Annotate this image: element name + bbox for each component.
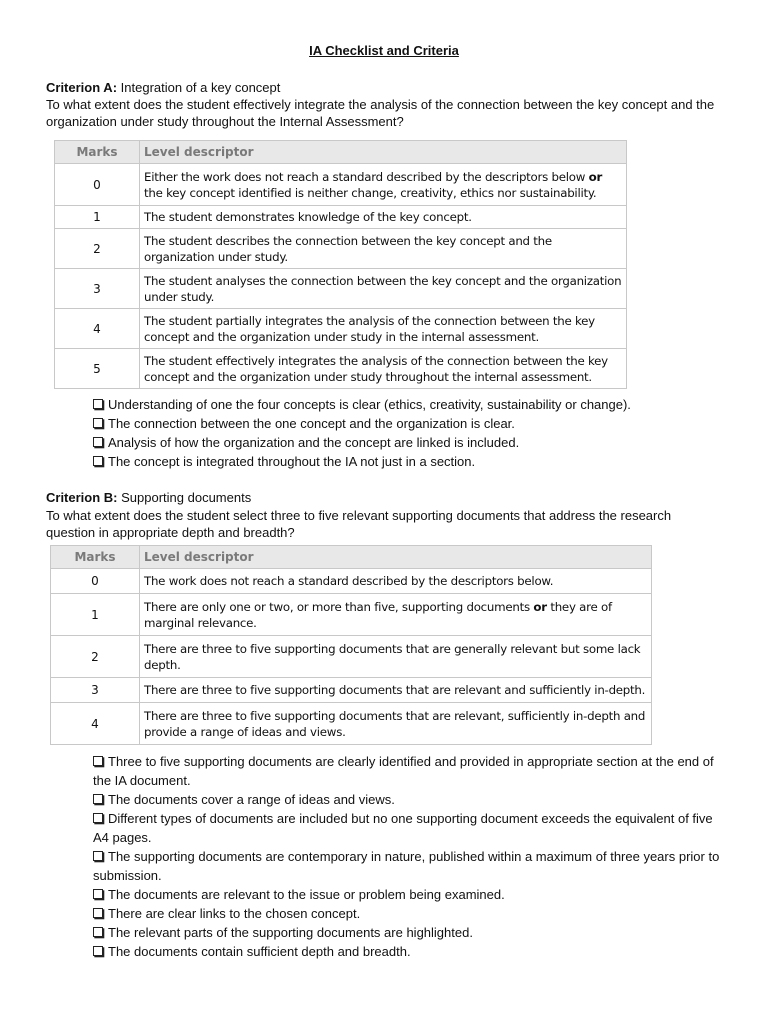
table-row: [51, 703, 652, 745]
checklist-item: Three to five supporting documents are clearly identified and provided in appropriate section at the end of the IA document.: [93, 754, 714, 788]
criterion-a-name: Integration of a key concept: [120, 80, 281, 95]
descriptor-cell: The student partially integrates the analysis of the connection between the key concept and the organization under study in the internal assessment.: [140, 309, 627, 349]
checklist-item: The documents contain sufficient depth and breadth.: [93, 942, 721, 961]
mark-cell: 1: [51, 594, 140, 636]
mark-cell: 0: [51, 569, 140, 594]
page-title: IA Checklist and Criteria: [309, 43, 459, 58]
criterion-b-label: Criterion B:: [46, 490, 118, 505]
table-row: [55, 164, 627, 206]
mark-cell: 0: [55, 164, 140, 206]
mark-cell: 3: [51, 678, 140, 703]
descriptor-header: Level descriptor: [140, 546, 652, 569]
checkbox-icon[interactable]: [93, 889, 103, 899]
checkbox-icon[interactable]: [93, 756, 103, 766]
checkbox-icon[interactable]: [93, 946, 103, 956]
checkbox-icon[interactable]: [93, 813, 103, 823]
table-row: [51, 636, 652, 678]
table-row: [51, 594, 652, 636]
descriptor-cell: There are three to five supporting documents that are relevant and sufficiently in-depth.: [140, 678, 652, 703]
checkbox-icon[interactable]: [93, 418, 103, 428]
checklist-item: The documents cover a range of ideas and views.: [93, 790, 721, 809]
marks-header: Marks: [51, 546, 140, 569]
criterion-b-checklist: [93, 752, 721, 961]
checkbox-icon[interactable]: [93, 794, 103, 804]
checklist-item: Different types of documents are included but no one supporting document exceeds the equivalent of five A4 pages.: [93, 811, 713, 845]
criterion-b-table: [50, 545, 652, 745]
checklist-item: The documents are relevant to the issue or problem being examined.: [93, 885, 721, 904]
table-row: [51, 678, 652, 703]
mark-cell: 3: [55, 269, 140, 309]
descriptor-cell: The student demonstrates knowledge of the key concept.: [140, 206, 627, 229]
checkbox-icon[interactable]: [93, 456, 103, 466]
descriptor-cell: The student describes the connection between the key concept and the organization under study.: [140, 229, 627, 269]
mark-cell: 5: [55, 349, 140, 389]
criterion-a-heading: [46, 79, 280, 96]
mark-cell: 4: [51, 703, 140, 745]
criterion-a-checklist: [93, 395, 693, 471]
checkbox-icon[interactable]: [93, 851, 103, 861]
checklist-item: The supporting documents are contemporary in nature, published within a maximum of three years prior to submission.: [93, 849, 720, 883]
checkbox-icon[interactable]: [93, 399, 103, 409]
descriptor-cell: Either the work does not reach a standard described by the descriptors below or the key concept identified is neither change, creativity, ethics nor sustainability.: [140, 164, 627, 206]
checklist-item: The concept is integrated throughout the IA not just in a section.: [93, 452, 693, 471]
mark-cell: 4: [55, 309, 140, 349]
descriptor-header: Level descriptor: [140, 141, 627, 164]
table-row: [51, 569, 652, 594]
criterion-b-name: Supporting documents: [121, 490, 252, 505]
criterion-a-label: Criterion A:: [46, 80, 118, 95]
checklist-item: The relevant parts of the supporting documents are highlighted.: [93, 923, 721, 942]
descriptor-cell: The work does not reach a standard described by the descriptors below.: [140, 569, 652, 594]
checklist-item: Analysis of how the organization and the concept are linked is included.: [93, 433, 693, 452]
criterion-a-table: [54, 140, 627, 389]
mark-cell: 2: [55, 229, 140, 269]
checklist-item: Understanding of one the four concepts is clear (ethics, creativity, sustainability or change).: [93, 395, 693, 414]
checklist-item: The connection between the one concept and the organization is clear.: [93, 414, 693, 433]
table-row: [55, 229, 627, 269]
table-row: [55, 309, 627, 349]
criterion-b-question: To what extent does the student select three to five relevant supporting documents that address the research question in appropriate depth and breadth?: [46, 508, 672, 540]
criterion-a-question: To what extent does the student effectively integrate the analysis of the connection between the key concept and the organization under study throughout the Internal Assessment?: [46, 97, 715, 129]
table-row: [55, 269, 627, 309]
table-row: [55, 349, 627, 389]
descriptor-cell: The student effectively integrates the analysis of the connection between the key concept and the organization under study throughout the internal assessment.: [140, 349, 627, 389]
descriptor-cell: The student analyses the connection between the key concept and the organization under study.: [140, 269, 627, 309]
mark-cell: 2: [51, 636, 140, 678]
criterion-b-heading: [46, 489, 251, 506]
descriptor-cell: There are three to five supporting documents that are generally relevant but some lack depth.: [140, 636, 652, 678]
descriptor-cell: There are only one or two, or more than five, supporting documents or they are of marginal relevance.: [140, 594, 652, 636]
checkbox-icon[interactable]: [93, 908, 103, 918]
mark-cell: 1: [55, 206, 140, 229]
checkbox-icon[interactable]: [93, 927, 103, 937]
descriptor-cell: There are three to five supporting documents that are relevant, sufficiently in-depth and provide a range of ideas and views.: [140, 703, 652, 745]
table-row: [55, 206, 627, 229]
checklist-item: There are clear links to the chosen concept.: [93, 904, 721, 923]
checkbox-icon[interactable]: [93, 437, 103, 447]
marks-header: Marks: [55, 141, 140, 164]
